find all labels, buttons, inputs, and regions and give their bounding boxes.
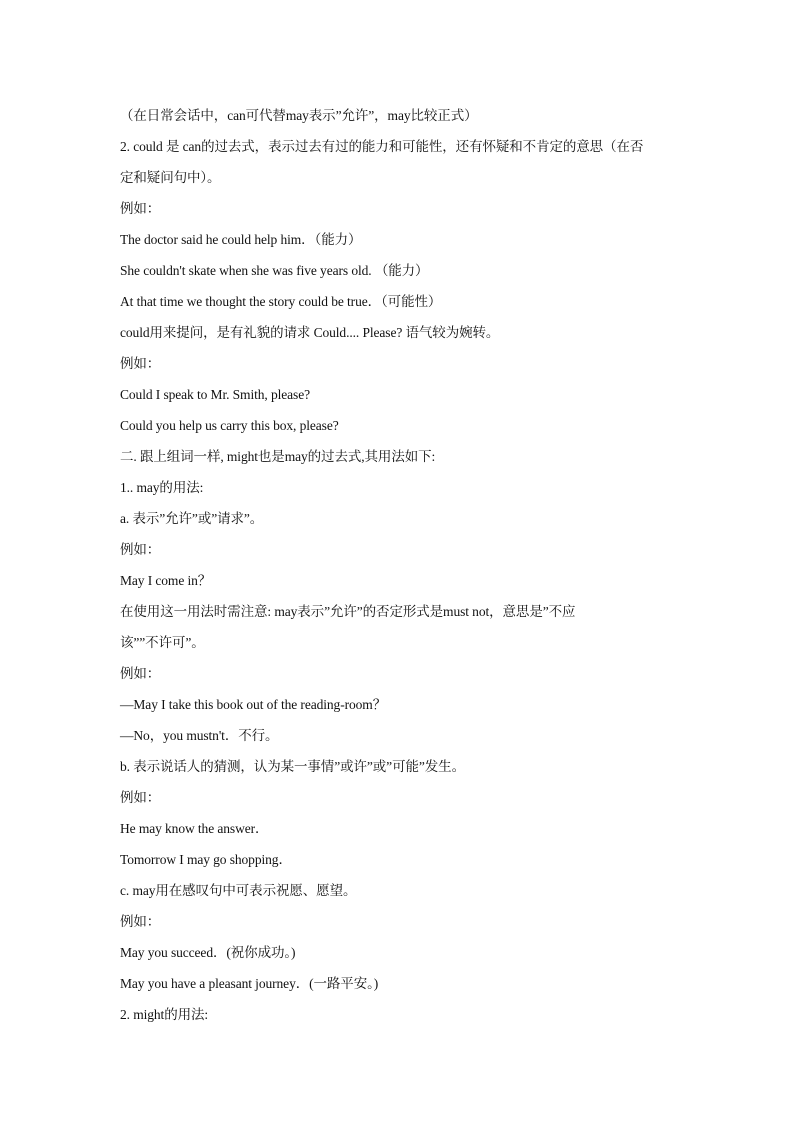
document-body <box>120 100 680 1030</box>
text-line: b. 表示说话人的猜测，认为某一事情”或许”或”可能”发生。 <box>120 759 465 774</box>
example-sentence: May you have a pleasant journey．(一路平安。) <box>120 976 379 991</box>
text-line: 在使用这一用法时需注意: may表示”允许”的否定形式是must not，意思是”不应 <box>120 604 576 619</box>
example-label: 例如： <box>120 542 161 557</box>
example-sentence: He may know the answer． <box>120 821 269 836</box>
example-sentence: —May I take this book out of the reading-room？ <box>120 697 387 712</box>
example-sentence: May you succeed．(祝你成功。) <box>120 945 296 960</box>
example-label: 例如： <box>120 790 161 805</box>
example-sentence: At that time we thought the story could be true．（可能性） <box>120 294 442 309</box>
example-label: 例如： <box>120 356 161 371</box>
example-sentence: May I come in？ <box>120 573 212 588</box>
example-sentence: Could you help us carry this box, please? <box>120 418 339 433</box>
text-line: c. may用在感叹句中可表示祝愿、愿望。 <box>120 883 357 898</box>
text-line: 该””不许可”。 <box>120 635 205 650</box>
example-label: 例如： <box>120 666 161 681</box>
subsection-heading: 1.. may的用法: <box>120 480 204 495</box>
text-line: a. 表示”允许”或”请求”。 <box>120 511 264 526</box>
example-sentence: She couldn't skate when she was five years old. （能力） <box>120 263 429 278</box>
example-label: 例如： <box>120 914 161 929</box>
text-line: 2. could 是 can的过去式，表示过去有过的能力和可能性，还有怀疑和不肯定的意思（在否 <box>120 139 644 154</box>
text-line: could用来提问，是有礼貌的请求 Could.... Please? 语气较为婉转。 <box>120 325 500 340</box>
example-sentence: Tomorrow I may go shopping． <box>120 852 292 867</box>
section-heading: 二. 跟上组词一样, might也是may的过去式,其用法如下: <box>120 449 436 464</box>
example-sentence: —No，you mustn't．不行。 <box>120 728 279 743</box>
example-sentence: Could I speak to Mr. Smith, please? <box>120 387 310 402</box>
text-line: （在日常会话中，can可代替may表示”允许”，may比较正式） <box>120 108 478 123</box>
example-sentence: The doctor said he could help him．（能力） <box>120 232 362 247</box>
example-label: 例如： <box>120 201 161 216</box>
text-line: 定和疑问句中）。 <box>120 170 221 185</box>
subsection-heading: 2. might的用法: <box>120 1007 209 1022</box>
